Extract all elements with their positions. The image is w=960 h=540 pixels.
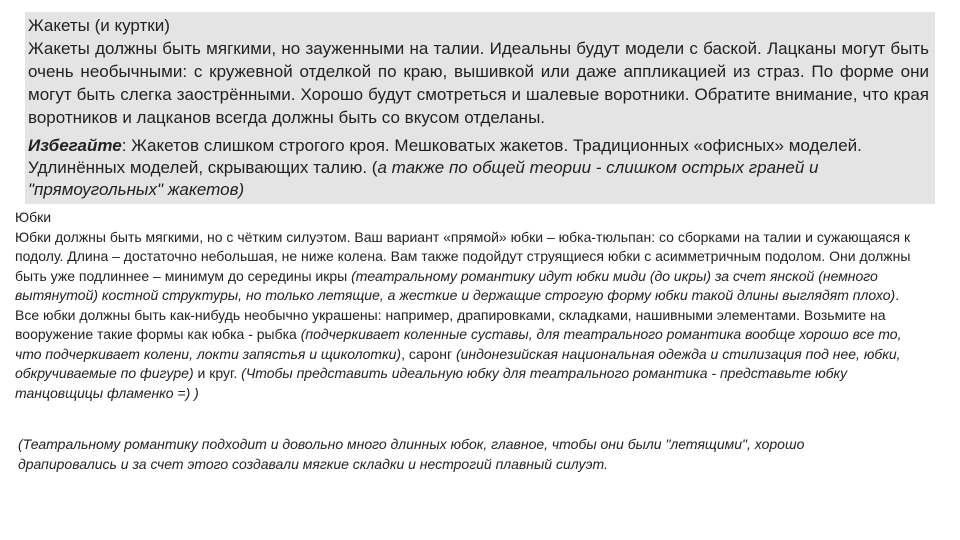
note-text: (Театральному романтику подходит и довольно много длинных юбок, главное, чтобы они были "летящими", хорошо драпировались и за счет этого создавали мягкие складки и нестрогий плавный силуэт. bbox=[18, 436, 805, 472]
skirts-italic-1: (театральному романтику идут юбки миди (до икры) за счет янской (немного вытянутой) костной структуры, но только летящие, а жесткие и держащие строгую форму юбки такой длины выглядят плохо) bbox=[15, 267, 896, 303]
skirts-text-1: Юбки должны быть мягкими, но с чётким силуэтом. Ваш вариант «прямой» юбки – юбка-тюльпан: со сборками на талии и сужающаяся к подолу. Длина – достаточно небольшая, не ниже колена. Вам также подойдут струящиеся юбки с асимметричным подолом. Они должны быть уже подлиннее – минимум до середины икры bbox=[15, 228, 911, 284]
jackets-text: Жакеты должны быть мягкими, но зауженными на талии. Идеальны будут модели с баской. Лацканы могут быть очень необычными: с кружевной отделкой по краю, вышивкой или даже аппликацией из страз. По форме они могут быть слегка заострёнными. Хорошо будут смотреться и шалевые воротники. Обратите внимание, что края воротников и лацканов всегда должны быть со вкусом отделаны. bbox=[28, 39, 929, 127]
skirts-text-2: . Все юбки должны быть как-нибудь необычно украшены: например, драпировками, складками, нашивными элементами. Возьмите на вооружение такие формы как юбка - рыбка bbox=[15, 287, 900, 342]
skirts-italic-3: (индонезийская национальная одежда и стилизация под нее, юбки, обкручиваемые по фигуре) bbox=[15, 345, 901, 381]
avoid-label: Избегайте bbox=[28, 136, 122, 155]
skirts-paragraph bbox=[15, 228, 915, 404]
avoid-section bbox=[25, 135, 935, 204]
note-section bbox=[18, 435, 898, 474]
avoid-italic: а также по общей теории - слишком острых граней и "прямоугольных" жакетов) bbox=[28, 158, 819, 199]
skirts-text-4: и круг. bbox=[193, 365, 242, 381]
skirts-title: Юбки bbox=[15, 209, 52, 225]
jackets-title: Жакеты (и куртки) bbox=[28, 16, 170, 35]
jackets-section bbox=[25, 12, 935, 135]
skirts-section bbox=[15, 208, 915, 403]
skirts-italic-4: (Чтобы представить идеальную юбку для театрального романтика - представьте юбку танцовщицы фламенко =) ) bbox=[15, 365, 848, 401]
avoid-paragraph bbox=[28, 135, 929, 201]
skirts-italic-2: (подчеркивает коленные суставы, для театрального романтика вообще хорошо все то, что подчеркивает колени, локти запястья и щиколотки) bbox=[15, 326, 902, 362]
avoid-text: : Жакетов слишком строгого кроя. Мешковатых жакетов. Традиционных «офисных» моделей. Удлинённых моделей, скрывающих талию. ( bbox=[28, 136, 862, 177]
skirts-text-3: , саронг bbox=[401, 345, 456, 362]
